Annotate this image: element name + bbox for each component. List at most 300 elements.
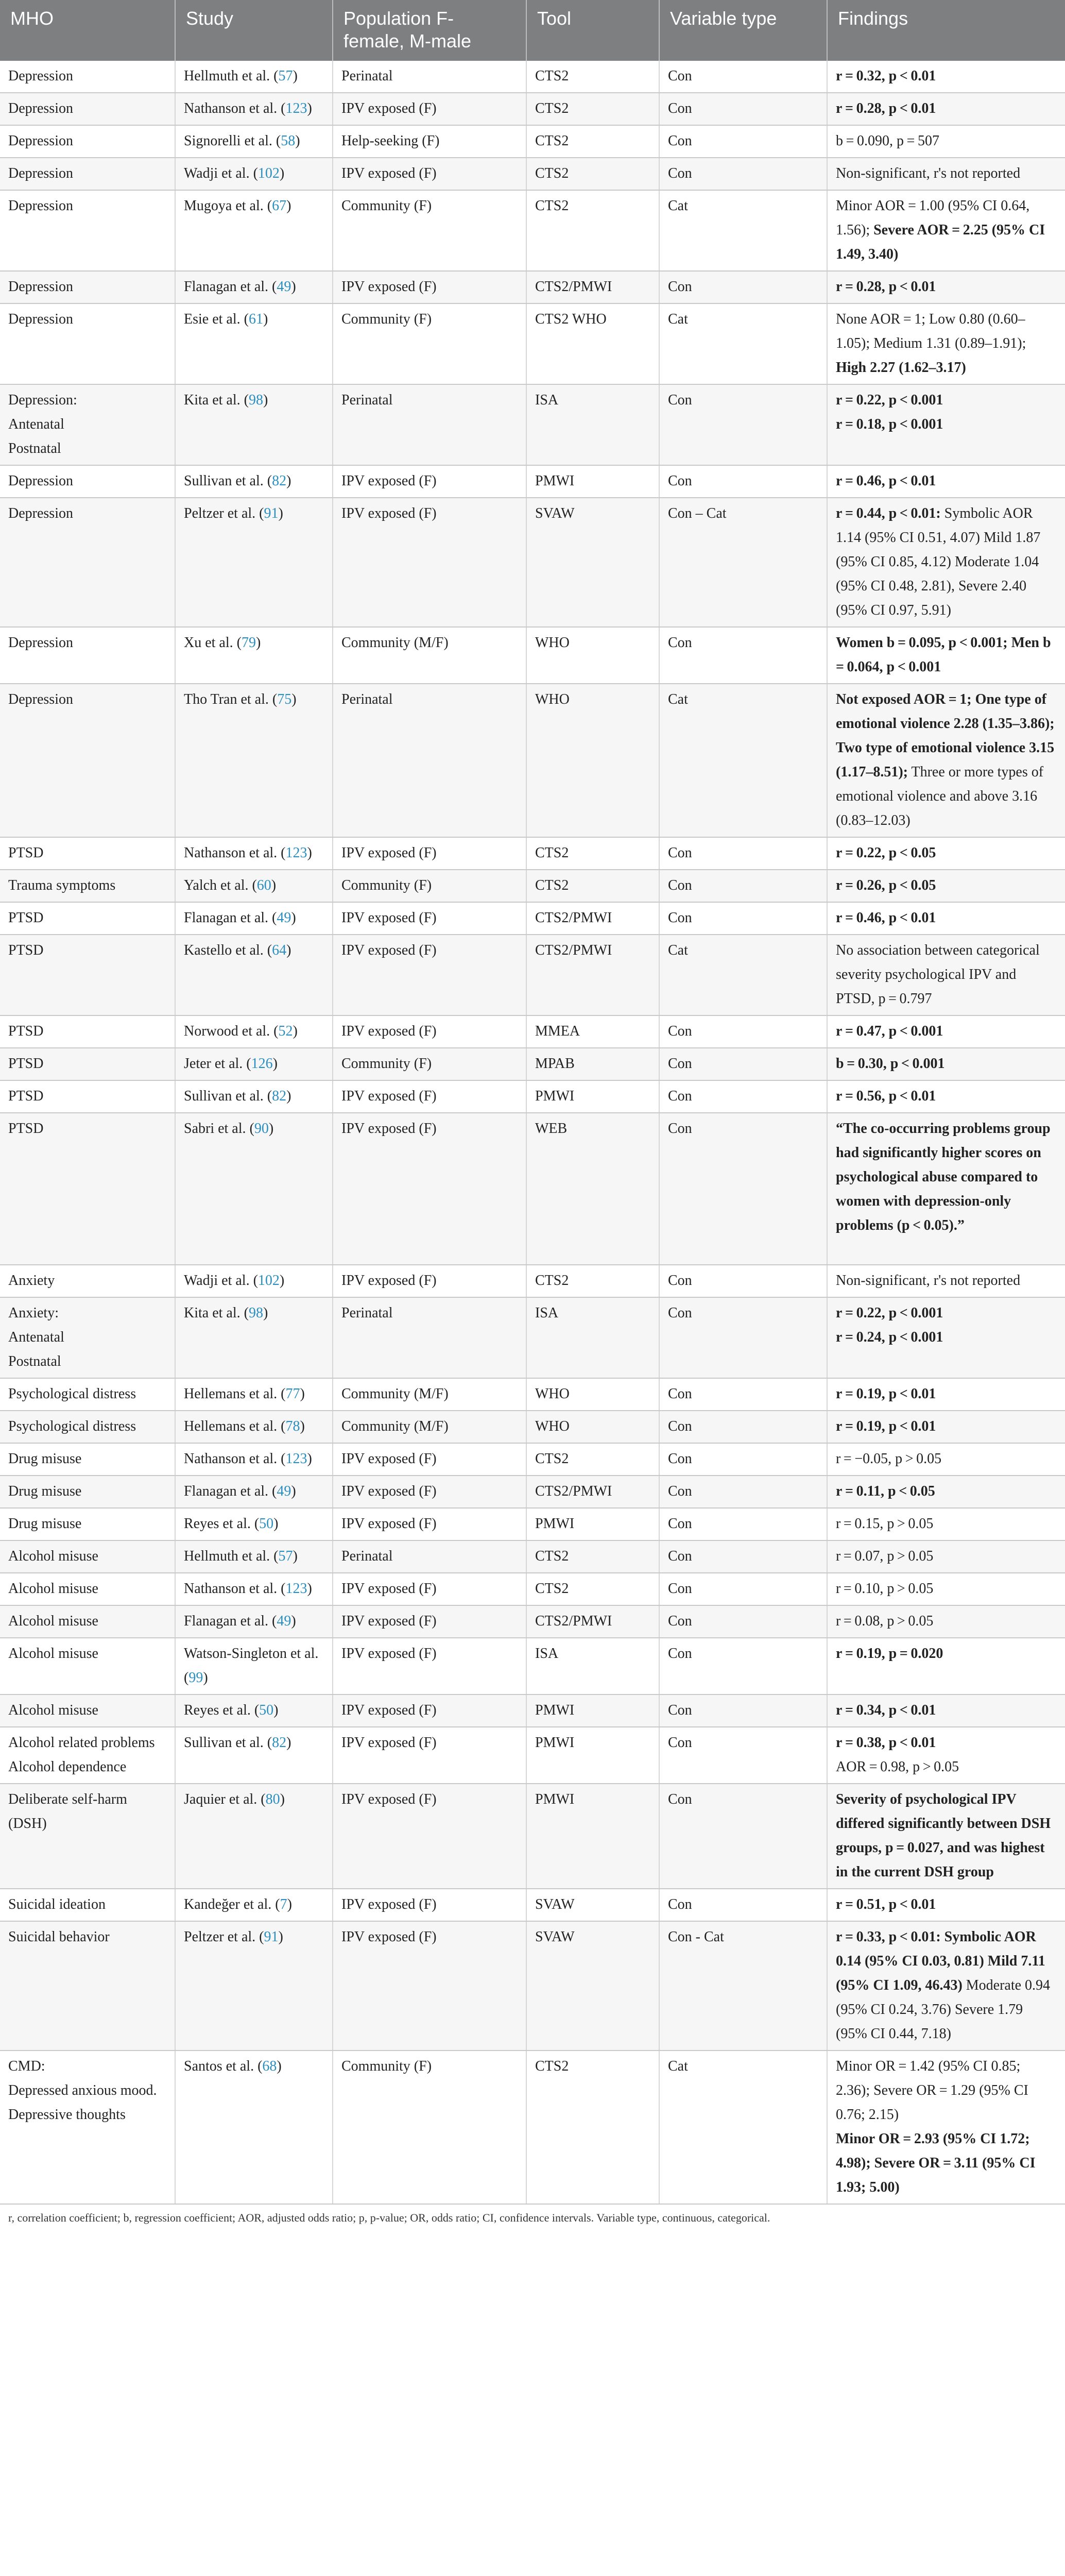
cell-mho	[0, 465, 175, 498]
mho-text: Depression	[8, 198, 73, 214]
cell-variable-type: Con	[659, 1889, 827, 1921]
study-text: Wadji et al. (	[184, 165, 258, 181]
reference-link[interactable]: 98	[248, 392, 263, 408]
study-text: Sabri et al. (	[184, 1121, 254, 1137]
cell-variable-type: Con	[659, 1573, 827, 1605]
findings-bold-text: r = 0.22, p < 0.001	[836, 392, 943, 408]
study-text: Hellmuth et al. (	[184, 1548, 279, 1564]
cell-tool: CTS2	[526, 1265, 659, 1297]
findings-text: b = 0.090, p = 507	[836, 133, 940, 149]
table-row	[0, 1048, 1065, 1080]
cell-findings	[827, 1378, 1065, 1411]
cell-study: Kita et al. (98)	[175, 384, 333, 465]
cell-mho	[0, 935, 175, 1015]
cell-mho	[0, 1476, 175, 1508]
findings-line	[836, 129, 1057, 153]
table-row	[0, 1784, 1065, 1889]
findings-bold-text: r = 0.51, p < 0.01	[836, 1896, 936, 1912]
cell-population: IPV exposed (F)	[333, 1015, 526, 1048]
study-text: Reyes et al. (	[184, 1702, 260, 1718]
cell-variable-type: Con	[659, 1113, 827, 1265]
cell-findings	[827, 498, 1065, 627]
cell-findings	[827, 1605, 1065, 1638]
cell-findings	[827, 1080, 1065, 1113]
cell-tool: MMEA	[526, 1015, 659, 1048]
cell-variable-type: Con - Cat	[659, 1921, 827, 2050]
reference-link[interactable]: 49	[277, 279, 291, 295]
mho-text: Depression	[8, 165, 73, 181]
cell-mho	[0, 303, 175, 384]
cell-study: Hellemans et al. (78)	[175, 1411, 333, 1443]
cell-study: Reyes et al. (50)	[175, 1694, 333, 1727]
cell-tool: ISA	[526, 1297, 659, 1378]
mho-text: Depression	[8, 691, 73, 707]
cell-tool: ISA	[526, 1638, 659, 1694]
findings-bold-text: r = 0.22, p < 0.001	[836, 1305, 943, 1321]
reference-link[interactable]: 77	[285, 1386, 300, 1402]
cell-variable-type: Cat	[659, 303, 827, 384]
cell-tool: SVAW	[526, 1921, 659, 2050]
reference-link[interactable]: 49	[277, 910, 291, 926]
cell-tool: CTS2/PMWI	[526, 935, 659, 1015]
reference-link[interactable]: 123	[285, 100, 307, 116]
cell-variable-type: Con	[659, 1265, 827, 1297]
mho-text: Antenatal	[8, 1329, 64, 1345]
mho-text: Suicidal behavior	[8, 1929, 110, 1945]
mho-text: Depressive thoughts	[8, 2107, 126, 2123]
findings-text: Non-significant, r's not reported	[836, 165, 1021, 181]
cell-variable-type: Con	[659, 1476, 827, 1508]
cell-findings	[827, 303, 1065, 384]
findings-line	[836, 1641, 1057, 1666]
findings-line	[836, 1052, 1057, 1076]
study-text: Sullivan et al. (	[184, 1735, 272, 1751]
reference-link[interactable]: 7	[280, 1896, 287, 1912]
cell-study: Mugoya et al. (67)	[175, 190, 333, 271]
cell-population: IPV exposed (F)	[333, 1605, 526, 1638]
cell-findings	[827, 271, 1065, 303]
study-text: Xu et al. (	[184, 635, 242, 651]
cell-tool: PMWI	[526, 1080, 659, 1113]
reference-link[interactable]: 50	[259, 1516, 274, 1532]
cell-mho	[0, 684, 175, 837]
findings-bold-text: r = 0.24, p < 0.001	[836, 1329, 943, 1345]
cell-mho	[0, 61, 175, 93]
reference-link[interactable]: 98	[248, 1305, 263, 1321]
cell-variable-type: Con	[659, 1605, 827, 1638]
table-row	[0, 93, 1065, 125]
cell-study: Flanagan et al. (49)	[175, 902, 333, 935]
findings-line	[836, 1268, 1057, 1293]
cell-mho	[0, 1508, 175, 1540]
cell-study: Sullivan et al. (82)	[175, 465, 333, 498]
cell-mho	[0, 1694, 175, 1727]
reference-link[interactable]: 57	[278, 68, 293, 84]
table-row	[0, 1694, 1065, 1727]
cell-findings	[827, 1015, 1065, 1048]
cell-variable-type: Con	[659, 1784, 827, 1889]
mho-text: PTSD	[8, 1056, 44, 1072]
reference-link[interactable]: 126	[251, 1056, 273, 1072]
reference-link[interactable]: 60	[256, 877, 271, 893]
mho-text: Drug misuse	[8, 1516, 82, 1532]
findings-line	[836, 1116, 1057, 1238]
reference-link[interactable]: 123	[285, 845, 307, 861]
cell-study: Yalch et al. (60)	[175, 870, 333, 902]
study-text: Jaquier et al. (	[184, 1791, 266, 1807]
cell-population: Perinatal	[333, 684, 526, 837]
reference-link[interactable]: 67	[272, 198, 287, 214]
cell-study: Nathanson et al. (123)	[175, 837, 333, 870]
cell-findings	[827, 190, 1065, 271]
cell-tool: PMWI	[526, 1694, 659, 1727]
cell-tool: WHO	[526, 1378, 659, 1411]
table-row	[0, 158, 1065, 190]
cell-study: Kandeğer et al. (7)	[175, 1889, 333, 1921]
cell-study: Hellemans et al. (77)	[175, 1378, 333, 1411]
mho-text: PTSD	[8, 942, 44, 958]
mho-text: Antenatal	[8, 416, 64, 432]
findings-line	[836, 1925, 1057, 2046]
cell-population: Perinatal	[333, 1540, 526, 1573]
findings-line	[836, 1325, 1057, 1349]
cell-variable-type: Con	[659, 1080, 827, 1113]
mho-text: Depression	[8, 133, 73, 149]
cell-findings	[827, 1411, 1065, 1443]
findings-text: r = 0.10, p > 0.05	[836, 1581, 934, 1597]
cell-variable-type: Con	[659, 1694, 827, 1727]
cell-study: Santos et al. (68)	[175, 2050, 333, 2204]
cell-findings	[827, 384, 1065, 465]
study-text: Yalch et al. (	[184, 877, 257, 893]
cell-mho	[0, 1921, 175, 2050]
cell-findings	[827, 902, 1065, 935]
findings-bold-text: r = 0.26, p < 0.05	[836, 877, 936, 893]
cell-findings	[827, 1694, 1065, 1727]
cell-study: Jeter et al. (126)	[175, 1048, 333, 1080]
findings-line	[836, 1414, 1057, 1438]
cell-mho	[0, 627, 175, 684]
reference-link[interactable]: 91	[264, 505, 279, 521]
study-text: Tho Tran et al. (	[184, 691, 278, 707]
cell-findings	[827, 1540, 1065, 1573]
table-row	[0, 1573, 1065, 1605]
findings-bold-text: r = 0.47, p < 0.001	[836, 1023, 943, 1039]
cell-mho	[0, 1113, 175, 1265]
header-findings: Findings	[827, 0, 1065, 61]
mho-text: PTSD	[8, 910, 44, 926]
cell-tool: WHO	[526, 627, 659, 684]
findings-text: Symbolic AOR 1.14 (95% CI 0.51, 4.07) Mild 1.87 (95% CI 0.85, 4.12) Moderate 1.04 (95% CI 0.48, 2.81), Severe 2.40 (95% CI 0.97, 5.91)	[836, 505, 1041, 618]
table-row	[0, 1476, 1065, 1508]
cell-variable-type: Con	[659, 1540, 827, 1573]
mho-text: Depression	[8, 100, 73, 116]
cell-findings	[827, 61, 1065, 93]
reference-link[interactable]: 91	[264, 1929, 279, 1945]
study-text: Hellemans et al. (	[184, 1418, 286, 1434]
table-header	[0, 0, 1065, 61]
reference-link[interactable]: 49	[277, 1483, 291, 1499]
cell-study: Watson-Singleton et al. (99)	[175, 1638, 333, 1694]
findings-line	[836, 873, 1057, 897]
findings-line	[836, 1447, 1057, 1471]
findings-line	[836, 841, 1057, 865]
study-text: Jeter et al. (	[184, 1056, 251, 1072]
mho-text: Depression	[8, 279, 73, 295]
cell-study: Kastello et al. (64)	[175, 935, 333, 1015]
cell-tool: SVAW	[526, 498, 659, 627]
findings-line	[836, 1544, 1057, 1568]
cell-population: IPV exposed (F)	[333, 1080, 526, 1113]
findings-line	[836, 161, 1057, 185]
findings-line	[836, 687, 1057, 833]
cell-tool: CTS2	[526, 61, 659, 93]
mho-text: Depression	[8, 68, 73, 84]
cell-mho	[0, 384, 175, 465]
reference-link[interactable]: 68	[262, 2058, 277, 2074]
study-text: Kita et al. (	[184, 392, 249, 408]
table-row	[0, 125, 1065, 158]
cell-population: IPV exposed (F)	[333, 1113, 526, 1265]
mho-text: PTSD	[8, 1121, 44, 1137]
cell-study: Kita et al. (98)	[175, 1297, 333, 1378]
findings-line	[836, 1731, 1057, 1755]
findings-bold-text: r = 0.38, p < 0.01	[836, 1735, 936, 1751]
cell-mho	[0, 837, 175, 870]
cell-variable-type: Con	[659, 158, 827, 190]
mho-text: Depression	[8, 311, 73, 327]
mho-text: Deliberate self-harm (DSH)	[8, 1791, 127, 1832]
mho-text: Depression	[8, 473, 73, 489]
cell-mho	[0, 1048, 175, 1080]
findings-line	[836, 1512, 1057, 1536]
findings-line	[836, 194, 1057, 266]
findings-bold-text: r = 0.19, p < 0.01	[836, 1386, 936, 1402]
reference-link[interactable]: 75	[277, 691, 292, 707]
reference-link[interactable]: 102	[257, 1273, 280, 1289]
reference-link[interactable]: 123	[285, 1451, 307, 1467]
cell-study: Xu et al. (79)	[175, 627, 333, 684]
table-row	[0, 271, 1065, 303]
findings-text: Three or more types of emotional violence and above 3.16 (0.83–12.03)	[836, 764, 1044, 828]
cell-findings	[827, 1476, 1065, 1508]
cell-tool: CTS2	[526, 158, 659, 190]
cell-tool: CTS2	[526, 93, 659, 125]
findings-line	[836, 1787, 1057, 1884]
mho-text: Anxiety	[8, 1273, 55, 1289]
cell-variable-type: Con	[659, 627, 827, 684]
reference-link[interactable]: 50	[259, 1702, 274, 1718]
mho-text: Psychological distress	[8, 1386, 136, 1402]
table-row	[0, 902, 1065, 935]
cell-tool: SVAW	[526, 1889, 659, 1921]
table-row	[0, 61, 1065, 93]
cell-mho	[0, 1727, 175, 1784]
header-tool: Tool	[526, 0, 659, 61]
study-text: Nathanson et al. (	[184, 1451, 286, 1467]
cell-population: IPV exposed (F)	[333, 1443, 526, 1476]
cell-mho	[0, 1378, 175, 1411]
cell-mho	[0, 1540, 175, 1573]
table-row	[0, 190, 1065, 271]
cell-population: Community (F)	[333, 870, 526, 902]
cell-variable-type: Con	[659, 1727, 827, 1784]
cell-study: Signorelli et al. (58)	[175, 125, 333, 158]
findings-line	[836, 469, 1057, 493]
cell-study: Flanagan et al. (49)	[175, 1476, 333, 1508]
table-row	[0, 1411, 1065, 1443]
table-row	[0, 1015, 1065, 1048]
reference-link[interactable]: 61	[248, 311, 263, 327]
cell-findings	[827, 1443, 1065, 1476]
findings-bold-text: Severity of psychological IPV differed significantly between DSH groups, p = 0.027, and was highest in the current DSH group	[836, 1791, 1051, 1880]
cell-study: Esie et al. (61)	[175, 303, 333, 384]
findings-line	[836, 1698, 1057, 1722]
findings-bold-text: r = 0.34, p < 0.01	[836, 1702, 936, 1718]
findings-line	[836, 64, 1057, 88]
cell-population: Perinatal	[333, 61, 526, 93]
cell-tool: CTS2	[526, 190, 659, 271]
table-row	[0, 2050, 1065, 2204]
reference-link[interactable]: 82	[272, 1088, 287, 1104]
mho-text: Postnatal	[8, 440, 61, 456]
table-row	[0, 627, 1065, 684]
cell-findings	[827, 870, 1065, 902]
cell-population: IPV exposed (F)	[333, 1508, 526, 1540]
reference-link[interactable]: 79	[241, 635, 256, 651]
cell-variable-type: Con	[659, 271, 827, 303]
cell-findings	[827, 1265, 1065, 1297]
table-row	[0, 1921, 1065, 2050]
reference-link[interactable]: 82	[272, 473, 287, 489]
table-row	[0, 684, 1065, 837]
cell-study: Sullivan et al. (82)	[175, 1727, 333, 1784]
reference-link[interactable]: 123	[285, 1581, 307, 1597]
cell-tool: WHO	[526, 1411, 659, 1443]
cell-variable-type: Con	[659, 1443, 827, 1476]
table-row	[0, 1605, 1065, 1638]
findings-line	[836, 2127, 1057, 2199]
cell-tool: CTS2 WHO	[526, 303, 659, 384]
cell-variable-type: Con	[659, 1508, 827, 1540]
reference-link[interactable]: 99	[188, 1670, 203, 1686]
cell-findings	[827, 684, 1065, 837]
cell-mho	[0, 1015, 175, 1048]
cell-tool: CTS2/PMWI	[526, 271, 659, 303]
mho-text: Depression	[8, 635, 73, 651]
cell-findings	[827, 125, 1065, 158]
findings-bold-text: r = 0.28, p < 0.01	[836, 100, 936, 116]
study-text: Nathanson et al. (	[184, 845, 286, 861]
cell-mho	[0, 1411, 175, 1443]
cell-tool: WHO	[526, 684, 659, 837]
cell-population: IPV exposed (F)	[333, 1889, 526, 1921]
findings-bold-text: r = 0.19, p = 0.020	[836, 1646, 943, 1662]
cell-mho	[0, 1784, 175, 1889]
cell-tool: CTS2	[526, 2050, 659, 2204]
cell-findings	[827, 1113, 1065, 1265]
cell-population: Community (F)	[333, 2050, 526, 2204]
findings-line	[836, 388, 1057, 412]
table-row	[0, 1727, 1065, 1784]
cell-tool: CTS2/PMWI	[526, 1605, 659, 1638]
header-row	[0, 0, 1065, 61]
cell-tool: PMWI	[526, 1727, 659, 1784]
findings-line	[836, 412, 1057, 436]
reference-link[interactable]: 90	[254, 1121, 269, 1137]
cell-variable-type: Con	[659, 1015, 827, 1048]
cell-population: Community (F)	[333, 190, 526, 271]
cell-findings	[827, 1573, 1065, 1605]
cell-findings	[827, 1889, 1065, 1921]
cell-mho	[0, 2050, 175, 2204]
findings-line	[836, 1479, 1057, 1503]
reference-link[interactable]: 82	[272, 1735, 287, 1751]
mho-text: Alcohol misuse	[8, 1646, 98, 1662]
cell-findings	[827, 465, 1065, 498]
reference-link[interactable]: 57	[278, 1548, 293, 1564]
findings-bold-text: r = 0.19, p < 0.01	[836, 1418, 936, 1434]
study-text: Peltzer et al. (	[184, 1929, 264, 1945]
reference-link[interactable]: 80	[265, 1791, 280, 1807]
cell-findings	[827, 935, 1065, 1015]
table-row	[0, 1889, 1065, 1921]
findings-bold-text: Minor OR = 2.93 (95% CI 1.72; 4.98); Severe OR = 3.11 (95% CI 1.93; 5.00)	[836, 2131, 1036, 2195]
findings-line	[836, 1609, 1057, 1633]
findings-bold-text: r = 0.22, p < 0.05	[836, 845, 936, 861]
cell-population: IPV exposed (F)	[333, 271, 526, 303]
cell-findings	[827, 837, 1065, 870]
cell-population: IPV exposed (F)	[333, 465, 526, 498]
reference-link[interactable]: 49	[277, 1613, 291, 1629]
findings-line	[836, 275, 1057, 299]
reference-link[interactable]: 78	[285, 1418, 300, 1434]
cell-population: Community (M/F)	[333, 627, 526, 684]
cell-population: IPV exposed (F)	[333, 1476, 526, 1508]
study-text: Sullivan et al. (	[184, 1088, 272, 1104]
mho-text: Psychological distress	[8, 1418, 136, 1434]
cell-population: IPV exposed (F)	[333, 1638, 526, 1694]
findings-bold-text: r = 0.46, p < 0.01	[836, 910, 936, 926]
cell-study: Sabri et al. (90)	[175, 1113, 333, 1265]
study-text: Santos et al. (	[184, 2058, 263, 2074]
findings-line	[836, 1892, 1057, 1917]
table-row	[0, 1297, 1065, 1378]
cell-tool: PMWI	[526, 465, 659, 498]
reference-link[interactable]: 64	[272, 942, 287, 958]
reference-link[interactable]: 58	[281, 133, 296, 149]
table-row	[0, 1265, 1065, 1297]
mho-text: PTSD	[8, 1023, 44, 1039]
study-text: Kastello et al. (	[184, 942, 272, 958]
table-row	[0, 1443, 1065, 1476]
cell-variable-type: Con	[659, 125, 827, 158]
cell-mho	[0, 902, 175, 935]
findings-bold-text: Not exposed AOR = 1; One type of emotional violence 2.28 (1.35–3.86); Two type of emotional violence 3.15 (1.17–8.51);	[836, 691, 1055, 780]
cell-mho	[0, 498, 175, 627]
study-text: Esie et al. (	[184, 311, 249, 327]
cell-population: IPV exposed (F)	[333, 1727, 526, 1784]
reference-link[interactable]: 52	[278, 1023, 293, 1039]
cell-mho	[0, 1443, 175, 1476]
study-text: Norwood et al. (	[184, 1023, 279, 1039]
mho-text: Alcohol related problems	[8, 1735, 155, 1751]
findings-line	[836, 1755, 1057, 1779]
reference-link[interactable]: 102	[257, 165, 280, 181]
cell-tool: ISA	[526, 384, 659, 465]
cell-variable-type: Con	[659, 1048, 827, 1080]
header-study: Study	[175, 0, 333, 61]
